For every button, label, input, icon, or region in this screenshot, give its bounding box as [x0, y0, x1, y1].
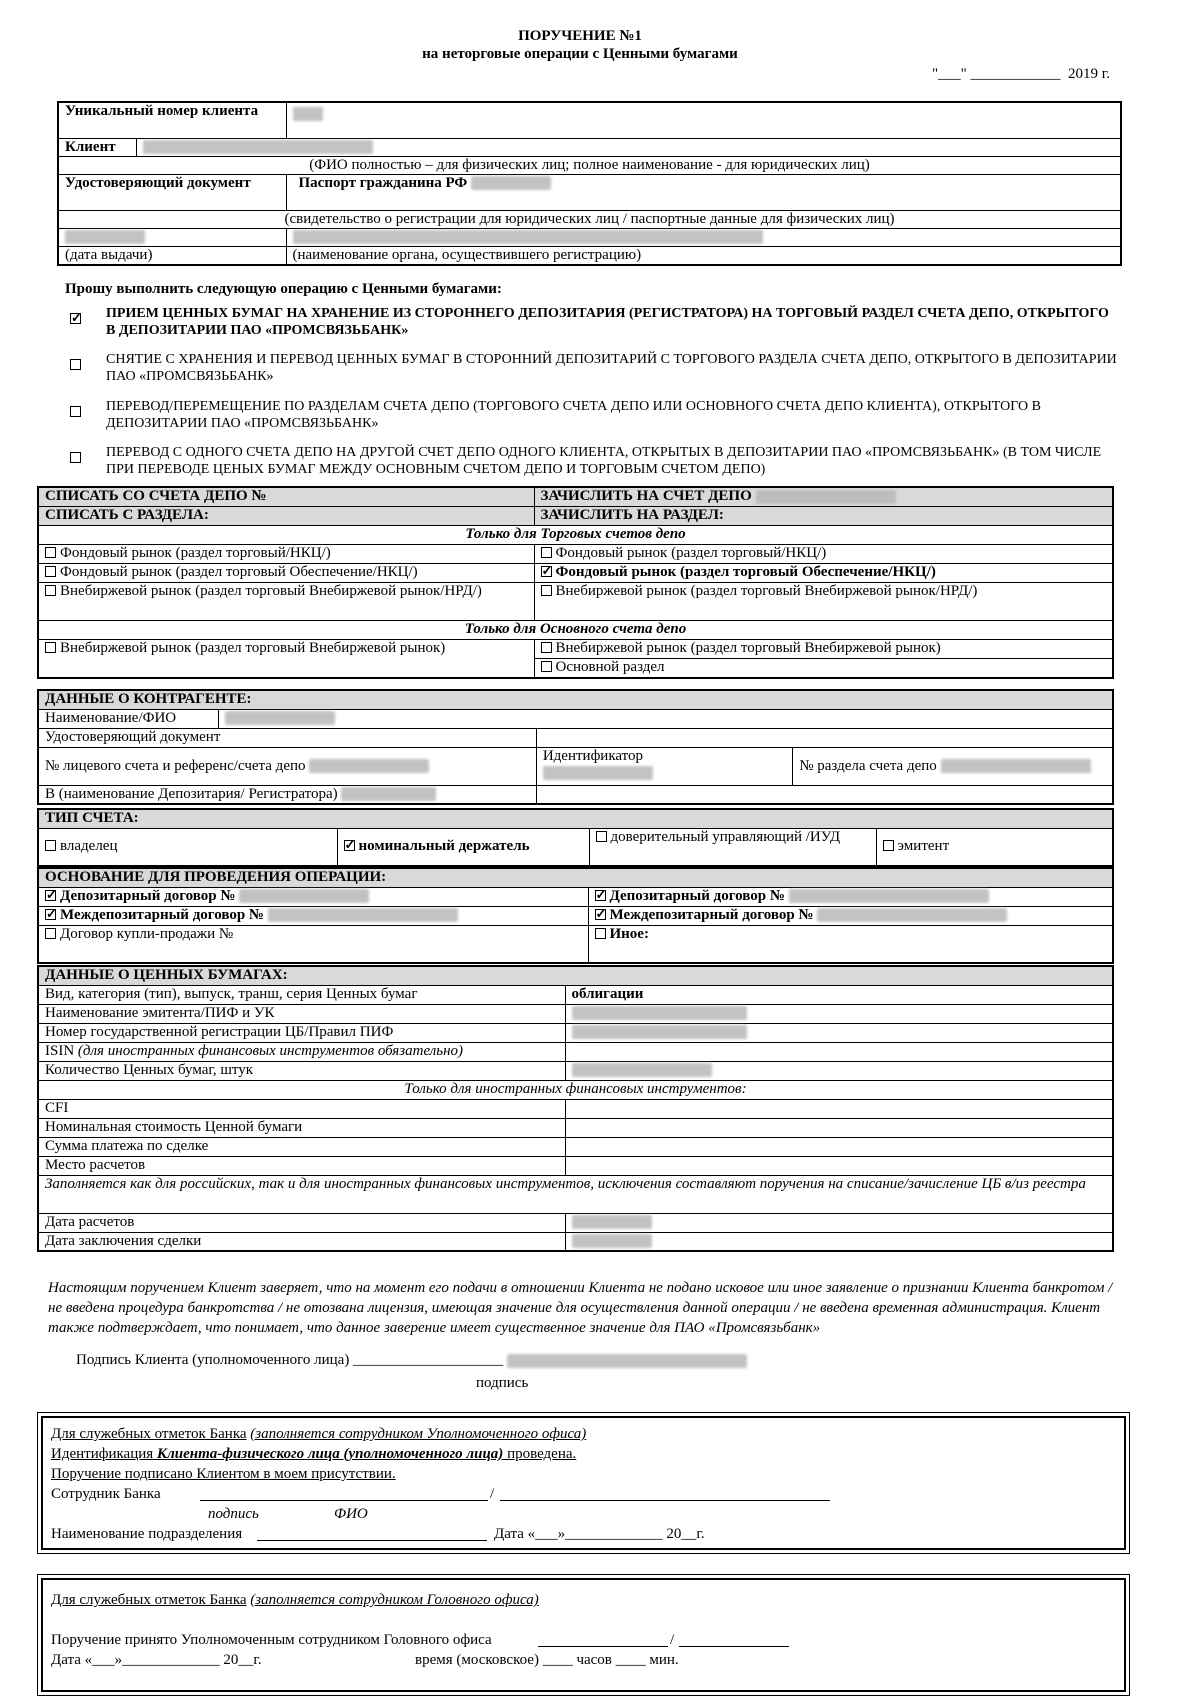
security-label: Количество Ценных бумаг, штук [38, 1061, 565, 1080]
date-label: Дата заключения сделки [38, 1232, 565, 1251]
security-value [565, 1004, 1113, 1023]
checkbox[interactable] [595, 928, 606, 939]
unique-number-label: Уникальный номер клиента [58, 102, 286, 138]
client-table [57, 101, 1122, 266]
client-row: Клиент [58, 138, 1121, 156]
security-label: Наименование эмитента/ПИФ и УК [38, 1004, 565, 1023]
counterparty-heading: ДАННЫЕ О КОНТРАГЕНТЕ: [38, 690, 1113, 709]
checkbox[interactable] [45, 909, 56, 920]
issuer-value [286, 228, 1121, 246]
cp-depository-cell: В (наименование Депозитария/ Регистратора) [38, 785, 536, 804]
client-signature-line: Подпись Клиента (уполномоченного лица) ____________________ [76, 1352, 747, 1369]
operation-checkbox[interactable] [70, 406, 81, 417]
account-type-table [37, 808, 1114, 867]
checkbox[interactable] [596, 831, 607, 842]
basis-option[interactable]: ✓Междепозитарный договор № [38, 906, 588, 925]
credit-section-label: ЗАЧИСЛИТЬ НА РАЗДЕЛ: [534, 506, 1113, 525]
doc-hint: (свидетельство о регистрации для юридических лиц / паспортные данные для физических лиц) [58, 210, 1121, 228]
date-value [565, 1213, 1113, 1232]
accounts-table [37, 486, 1114, 679]
cp-name-label: Наименование/ФИО [38, 709, 218, 728]
foreign-label: CFI [38, 1099, 565, 1118]
main-only-label: Только для Основного счета депо [38, 620, 1113, 639]
debit-section-label: СПИСАТЬ С РАЗДЕЛА: [38, 506, 534, 525]
security-value [565, 1042, 1113, 1061]
cp-doc-label: Удостоверяющий документ [38, 728, 536, 747]
office-box [41, 1416, 1126, 1550]
operation-checkbox[interactable] [70, 359, 81, 370]
checkbox[interactable] [541, 547, 552, 558]
basis-option[interactable]: ✓ Междепозитарный договор № [588, 906, 1113, 925]
doc-value: Паспорт гражданина РФ [286, 174, 1121, 210]
client-signature-caption: подпись [476, 1375, 529, 1391]
date-label: Дата расчетов [38, 1213, 565, 1232]
document-title: ПОРУЧЕНИЕ №1 [518, 28, 642, 44]
account-type-option[interactable]: доверительный управляющий /ИУД [589, 828, 876, 866]
operation-checkbox[interactable] [70, 452, 81, 463]
debit-account-label: СПИСАТЬ СО СЧЕТА ДЕПО № [38, 487, 534, 506]
office-box-signed: Поручение подписано Клиентом в моем присутствии. [51, 1466, 396, 1482]
security-label: ISIN (для иностранных финансовых инструментов обязательно) [38, 1042, 565, 1061]
office-box-division: Наименование подразделения Дата «___»_____________ 20__г. [51, 1526, 705, 1542]
operation-item[interactable]: ✓ ПРИЕМ ЦЕННЫХ БУМАГ НА ХРАНЕНИЕ ИЗ СТОРОННЕГО ДЕПОЗИТАРИЯ (РЕГИСТРАТОРА) НА ТОРГОВЫЙ РАЗДЕЛ СЧЕТА ДЕПО, ОТКРЫТОГО В ДЕПОЗИТАРИИ ПАО «ПРОМСВЯЗЬБАНК» [60, 305, 1120, 339]
checkbox[interactable] [45, 547, 56, 558]
security-value: облигации [565, 985, 1113, 1004]
left-trading-option[interactable]: Фондовый рынок (раздел торговый Обеспечение/НКЦ/) [38, 563, 534, 582]
cp-doc-value [536, 728, 1113, 747]
right-trading-option[interactable]: ✓ Фондовый рынок (раздел торговый Обеспечение/НКЦ/) [534, 563, 1113, 582]
cp-name-value [218, 709, 1113, 728]
document-date-line: "___" ____________ 2019 г. [932, 66, 1110, 82]
operation-item[interactable]: СНЯТИЕ С ХРАНЕНИЯ И ПЕРЕВОД ЦЕННЫХ БУМАГ В СТОРОННИЙ ДЕПОЗИТАРИЙ С ТОРГОВОГО РАЗДЕЛА СЧЕТА ДЕПО, ОТКРЫТОГО В ДЕПОЗИТАРИИ ПАО «ПРОМСВЯЗЬБАНК» [60, 351, 1120, 385]
account-type-option[interactable]: владелец [38, 828, 337, 866]
account-type-option[interactable]: ✓ номинальный держатель [337, 828, 589, 866]
issue-date-value [58, 228, 286, 246]
cp-identifier-cell: Идентификатор [536, 747, 792, 785]
issuer-label: (наименование органа, осуществившего регистрацию) [286, 246, 1121, 265]
issue-date-label: (дата выдачи) [58, 246, 286, 265]
foreign-label: Сумма платежа по сделке [38, 1137, 565, 1156]
office-box-ident: Идентификация Клиента-физического лица (уполномоченного лица) проведена. [51, 1446, 577, 1462]
head-box-accepted: Поручение принято Уполномоченным сотрудником Головного офиса / [51, 1630, 1116, 1650]
cp-account-cell: № лицевого счета и референс/счета депо [38, 747, 536, 785]
checkbox[interactable] [45, 642, 56, 653]
trading-only-label: Только для Торговых счетов депо [38, 525, 1113, 544]
foreign-label: Номинальная стоимость Ценной бумаги [38, 1118, 565, 1137]
foreign-value [565, 1137, 1113, 1156]
foreign-value [565, 1156, 1113, 1175]
declaration-text: Настоящим поручением Клиент заверяет, что на момент его подачи в отношении Клиента не подано исковое или иное заявление о признании Клиента банкротом / не введена процедура банкротства / не отозвана лицензия, имеющая значение для осуществления данной операции / не введена временная администрация. Клиент также подтверждает, что понимает, что данное заверение имеет существенное значение для ПАО «Промсвязьбанк» [48, 1280, 1113, 1336]
checkbox[interactable] [883, 840, 894, 851]
left-trading-option[interactable]: Фондовый рынок (раздел торговый/НКЦ/) [38, 544, 534, 563]
doc-label: Удостоверяющий документ [58, 174, 286, 210]
checkbox[interactable] [541, 585, 552, 596]
foreign-value [565, 1099, 1113, 1118]
document-subtitle: на неторговые операции с Ценными бумагами [422, 46, 738, 62]
basis-option[interactable]: ✓ Депозитарный договор № [588, 887, 1113, 906]
security-label: Номер государственной регистрации ЦБ/Правил ПИФ [38, 1023, 565, 1042]
checkbox[interactable] [595, 890, 606, 901]
office-box-employee: Сотрудник Банка / [51, 1484, 1116, 1504]
checkbox[interactable] [45, 585, 56, 596]
head-box [41, 1578, 1126, 1692]
basis-option[interactable]: ✓Депозитарный договор № [38, 887, 588, 906]
foreign-label: Место расчетов [38, 1156, 565, 1175]
checkbox[interactable] [45, 928, 56, 939]
right-trading-option[interactable]: Внебиржевой рынок (раздел торговый Внебиржевой рынок/НРД/) [534, 582, 1113, 620]
unique-number-value [286, 102, 1121, 138]
foreign-value [565, 1118, 1113, 1137]
security-label: Вид, категория (тип), выпуск, транш, серия Ценных бумаг [38, 985, 565, 1004]
basis-table [37, 867, 1114, 964]
office-box-title: Для служебных отметок Банка (заполняется сотрудником Уполномоченного офиса) [51, 1426, 587, 1442]
securities-note: Заполняется как для российских, так и для иностранных финансовых инструментов, исключения составляют поручения на списание/зачисление ЦБ в/из реестра [38, 1175, 1113, 1213]
operation-item[interactable]: ПЕРЕВОД С ОДНОГО СЧЕТА ДЕПО НА ДРУГОЙ СЧЕТ ДЕПО ОДНОГО КЛИЕНТА, ОТКРЫТЫХ В ДЕПОЗИТАРИИ ПАО «ПРОМСВЯЗЬБАНК» (В ТОМ ЧИСЛЕ ПРИ ПЕРЕВОДЕ ЦЕНЫХ БУМАГ МЕЖДУ ОСНОВНЫМ СЧЕТОМ ДЕПО И ТОРГОВЫМ СЧЕТОМ ДЕПО) [60, 444, 1120, 478]
date-value [565, 1232, 1113, 1251]
basis-option[interactable]: Иное: [588, 925, 1113, 963]
checkbox[interactable] [344, 840, 355, 851]
head-box-title: Для служебных отметок Банка (заполняется сотрудником Головного офиса) [51, 1592, 539, 1608]
fio-hint: (ФИО полностью – для физических лиц; полное наименование - для юридических лиц) [58, 156, 1121, 174]
account-type-heading: ТИП СЧЕТА: [38, 809, 1113, 828]
cp-section-cell: № раздела счета депо [793, 747, 1113, 785]
checkbox[interactable] [45, 566, 56, 577]
checkbox[interactable] [45, 840, 56, 851]
checkbox[interactable] [541, 642, 552, 653]
office-box-captions: подпись ФИО [208, 1506, 368, 1522]
right-main-options[interactable]: Внебиржевой рынок (раздел торговый Внебиржевой рынок) Основной раздел [534, 639, 1113, 678]
left-main-option[interactable]: Внебиржевой рынок (раздел торговый Внебиржевой рынок) [38, 639, 534, 678]
counterparty-table [37, 689, 1114, 805]
head-box-date: Дата «___»_____________ 20__г. время (московское) ____ часов ____ мин. [51, 1652, 679, 1668]
checkbox[interactable] [45, 890, 56, 901]
securities-table [37, 965, 1114, 1252]
operations-intro: Прошу выполнить следующую операцию с Ценными бумагами: [65, 281, 502, 297]
account-type-option[interactable]: эмитент [876, 828, 1113, 866]
checkbox[interactable] [595, 909, 606, 920]
securities-heading: ДАННЫЕ О ЦЕННЫХ БУМАГАХ: [38, 966, 1113, 985]
foreign-only-label: Только для иностранных финансовых инструментов: [38, 1080, 1113, 1099]
left-trading-option[interactable]: Внебиржевой рынок (раздел торговый Внебиржевой рынок/НРД/) [38, 582, 534, 620]
checkbox[interactable] [541, 661, 552, 672]
operation-checkbox[interactable] [70, 313, 81, 324]
basis-option[interactable]: Договор купли-продажи № [38, 925, 588, 963]
operation-item[interactable]: ПЕРЕВОД/ПЕРЕМЕЩЕНИЕ ПО РАЗДЕЛАМ СЧЕТА ДЕПО (ТОРГОВОГО СЧЕТА ДЕПО ИЛИ ОСНОВНОГО СЧЕТА ДЕПО КЛИЕНТА), ОТКРЫТОГО В ДЕПОЗИТАРИИ ПАО «ПРОМСВЯЗЬБАНК» [60, 398, 1120, 432]
security-value [565, 1061, 1113, 1080]
checkbox[interactable] [541, 566, 552, 577]
right-trading-option[interactable]: Фондовый рынок (раздел торговый/НКЦ/) [534, 544, 1113, 563]
security-value [565, 1023, 1113, 1042]
basis-heading: ОСНОВАНИЕ ДЛЯ ПРОВЕДЕНИЯ ОПЕРАЦИИ: [38, 868, 1113, 887]
credit-account-cell: ЗАЧИСЛИТЬ НА СЧЕТ ДЕПО [534, 487, 1113, 506]
cp-depository-extra [536, 785, 1113, 804]
